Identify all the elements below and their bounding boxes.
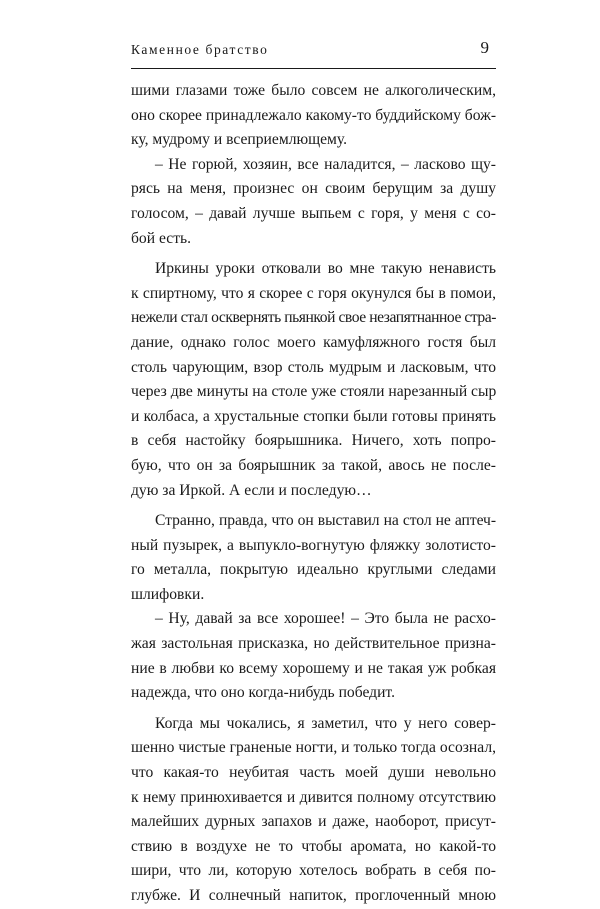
text-line: и колбаса, а хрустальные стопки были готовы принять: [131, 407, 496, 425]
text-line: малейших дурных запахов и даже, наоборот, присут-: [131, 813, 496, 831]
text-line: что какая-то неубитая часть моей души невольно: [131, 764, 496, 782]
text-line: ствию в воздухе не то чтобы аромата, но какой-то: [131, 837, 496, 855]
text-line: – Не горюй, хозяин, все наладится, – ласково щу-: [155, 155, 496, 173]
header-divider: [131, 68, 496, 69]
text-line: бую, что он за боярышник за такой, авось не после-: [131, 456, 496, 474]
text-line: го металла, покрытую идеально круглыми следами: [131, 561, 496, 579]
body-text: [131, 79, 496, 909]
text-line: дание, однако голос моего камуфляжного гостя был: [131, 333, 496, 351]
text-line: жая застольная присказка, но действительное призна-: [131, 635, 496, 653]
text-line: – Ну, давай за все хорошее! – Это была не расхо-: [155, 610, 496, 628]
text-line: бой есть.: [131, 229, 192, 247]
text-line: шенно чистые граненые ногти, и только тогда осознал,: [131, 739, 496, 757]
text-line: шири, что ли, которую хотелось вобрать в себя по-: [131, 862, 496, 880]
text-line: ку, мудрому и всеприемлющему.: [131, 131, 348, 149]
text-line: ный пузырек, а выпукло-вогнутую фляжку золотисто-: [131, 536, 496, 554]
text-line: надежда, что оно когда-нибудь победит.: [131, 684, 395, 702]
text-line: шлифовки.: [131, 585, 205, 603]
text-line: голосом, – давай лучше выпьем с горя, у меня с со-: [131, 204, 496, 222]
text-line: оно скорее принадлежало какому-то буддийскому бож-: [131, 106, 497, 124]
text-line: Иркины уроки отковали во мне такую ненависть: [155, 260, 496, 278]
text-line: дую за Иркой. А если и последую…: [131, 481, 372, 499]
text-line: столь чарующим, взор столь мудрым и ласковым, что: [131, 358, 496, 376]
text-line: к спиртному, что я скорее с горя окунулся бы в помои,: [131, 284, 496, 302]
text-line: Когда мы чокались, я заметил, что у него совер-: [155, 714, 496, 732]
page-number: 9: [480, 38, 489, 57]
text-line: нежели стал осквернять пьянкой свое незапятнанное стра-: [131, 309, 496, 327]
text-line: Странно, правда, что он выставил на стол не аптеч-: [155, 512, 496, 530]
text-line: ние в любви ко всему хорошему и не такая уж робкая: [131, 659, 496, 677]
running-header: [131, 36, 489, 60]
text-line: глубже. И солнечный напиток, проглоченный мною: [131, 887, 496, 904]
text-line: в себя настойку боярышника. Ничего, хоть попро-: [131, 432, 496, 450]
text-line: шими глазами тоже было совсем не алкоголическим,: [131, 82, 496, 99]
text-line: через две минуты на столе уже стояли нарезанный сыр: [131, 383, 497, 401]
running-title: Каменное братство: [131, 42, 269, 57]
text-line: к нему принюхивается и дивится полному отсутствию: [131, 788, 496, 806]
text-line: рясь на меня, произнес он своим берущим за душу: [131, 180, 496, 198]
